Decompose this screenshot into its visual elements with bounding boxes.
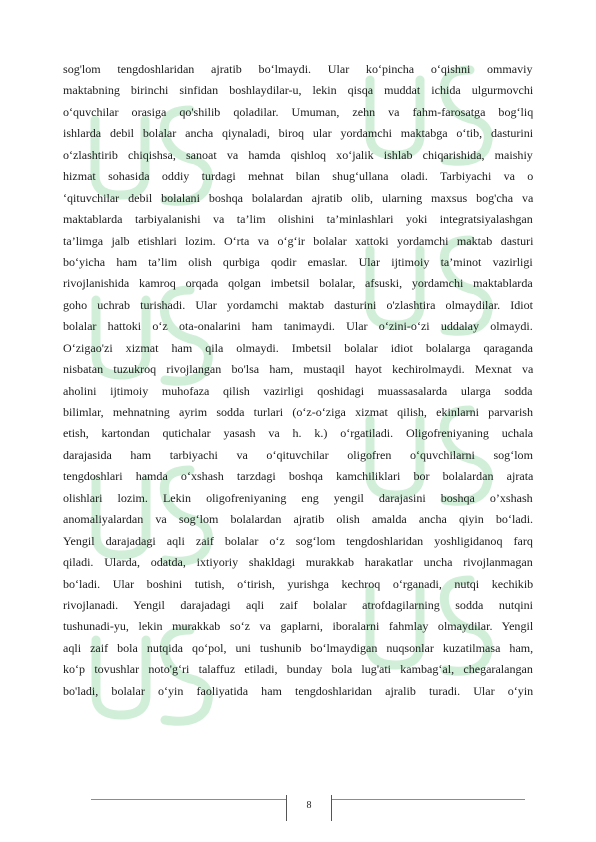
text-line: maktablarda tarbiyalanishi va ta’lim olishini ta’minlashlari yoki integratsiyalashgan — [63, 212, 533, 227]
text-line: O‘zigao'zi xizmat ham qila olmaydi. Imbetsil bolalar idiot bolalarga qaraganda — [63, 340, 533, 355]
text-line: goho uchrab turishadi. Ular yordamchi maktab dasturini o'zlashtira olmaydilar. Idiot — [63, 297, 533, 312]
text-line: rivojlanishida kamroq orqada qolgan imbetsil bolalar, afsuski, yordamchi maktablarda — [63, 276, 533, 291]
text-line: olishlari lozim. Lekin oligofreniyaning eng yengil darajasini boshqa o’xshash — [63, 490, 533, 505]
text-line: nisbatan tuzukroq rivojlangan bo'lsa ham, mustaqil hayot kechirolmaydi. Mexnat va — [63, 362, 534, 377]
text-line: darajasida ham tarbiyachi va o‘qituvchilar oligofren o‘quvchilarni sog‘lom — [63, 447, 533, 462]
text-line: bolalar hattoki o‘z ota-onalarini ham tanimaydi. Ular o‘zini-o‘zi uddalay olmaydi. — [63, 319, 533, 334]
text-line: qiladi. Ularda, odatda, ixtiyoriy shakldagi murakkab harakatlar uncha rivojlanmagan — [63, 555, 533, 570]
text-line: rivojlanadi. Yengil darajadagi aqli zaif bolalar atrofdagilarning sodda nutqini — [63, 597, 534, 612]
body-text — [63, 59, 533, 702]
text-line: ‘qituvchilar debil bolalani boshqa bolalardan ajratib olib, ularning maxsus bog'cha va — [63, 190, 534, 205]
page-number: 8 — [306, 800, 312, 811]
text-line: bo‘ladi. Ular boshini tutish, o‘tirish, yurishga kechroq o‘rganadi, nutqi kechikib — [63, 576, 534, 591]
text-line: maktabning birinchi sinfidan boshlaydilar-u, lekin qisqa muddat ichida ulgurmovchi — [63, 83, 534, 98]
text-line: bilimlar, mehnatning ayrim sodda turlari (o‘z-o‘ziga xizmat qilish, ekinlarni parvarish — [63, 405, 534, 419]
text-line: tushunadi-yu, lekin murakkab so‘z va gaplarni, iboralarni fahmlay olmaydilar. Yengil — [63, 619, 534, 634]
text-line: aholini ijtimoiy muhofaza qilish vazirligi qoshidagi muassasalarda ularga sodda — [63, 383, 533, 398]
text-line: bo‘yicha ham ta’lim olish qurbiga qodir emaslar. Ular ijtimoiy ta’minot vazirligi — [63, 254, 533, 269]
footer-rule-right — [332, 799, 525, 800]
text-line: ko‘p tovushlar noto'g‘ri talaffuz etiladi, bunday bola lug'ati kambag‘al, chegaralangan — [63, 662, 533, 677]
text-line: sog'lom tengdoshlaridan ajratib bo‘lmaydi. Ular ko‘pincha o‘qishni ommaviy — [63, 62, 533, 76]
text-line: ishlarda debil bolalar ancha qiynaladi, biroq ular yordamchi maktabga o‘tib, dasturini — [63, 126, 534, 141]
text-line: ta’limga jalb etishlari lozim. O‘rta va o‘g‘ir bolalar xattoki yordamchi maktab dasturi — [63, 233, 534, 248]
text-line: aqli zaif bola nutqida qo‘pol, uni tushunib bo‘lmaydigan nuqsonlar kuzatilmasa ham, — [63, 640, 534, 655]
text-line: bo'ladi, bolalar o‘yin faoliyatida ham tengdoshlaridan ajralib turadi. Ular o‘yin — [63, 683, 534, 698]
text-line: o‘zlashtirib chiqishsa, sanoat va hamda qishloq xo‘jalik ishlab chiqarishida, maishiy — [63, 147, 533, 162]
text-line: anomaliyalardan va sog‘lom bolalardan ajratib olish amalda ancha qiyin bo‘ladi. — [63, 512, 534, 527]
text-line: hizmat sohasida oddiy turdagi mehnat bilan shug‘ullana oladi. Tarbiyachi va o — [63, 169, 534, 184]
text-line: tengdoshlari hamda o‘xshash tarzdagi boshqa kamchiliklari bor bolalardan ajrata — [63, 469, 534, 484]
footer-rule-left — [91, 799, 287, 800]
text-line: o‘quvchilar orasiga qo'shilib qoladilar. Umuman, zehn va fahm-farosatga bog‘liq — [63, 104, 534, 119]
page-number-box — [286, 795, 332, 821]
text-line: etish, kartondan qutichalar yasash va h. k.) o‘rgatiladi. Oligofreniyaning uchala — [63, 426, 534, 441]
text-line: Yengil darajadagi aqli zaif bolalar o‘z sog‘lom tengdoshlaridan yoshligidanoq farq — [63, 533, 533, 548]
